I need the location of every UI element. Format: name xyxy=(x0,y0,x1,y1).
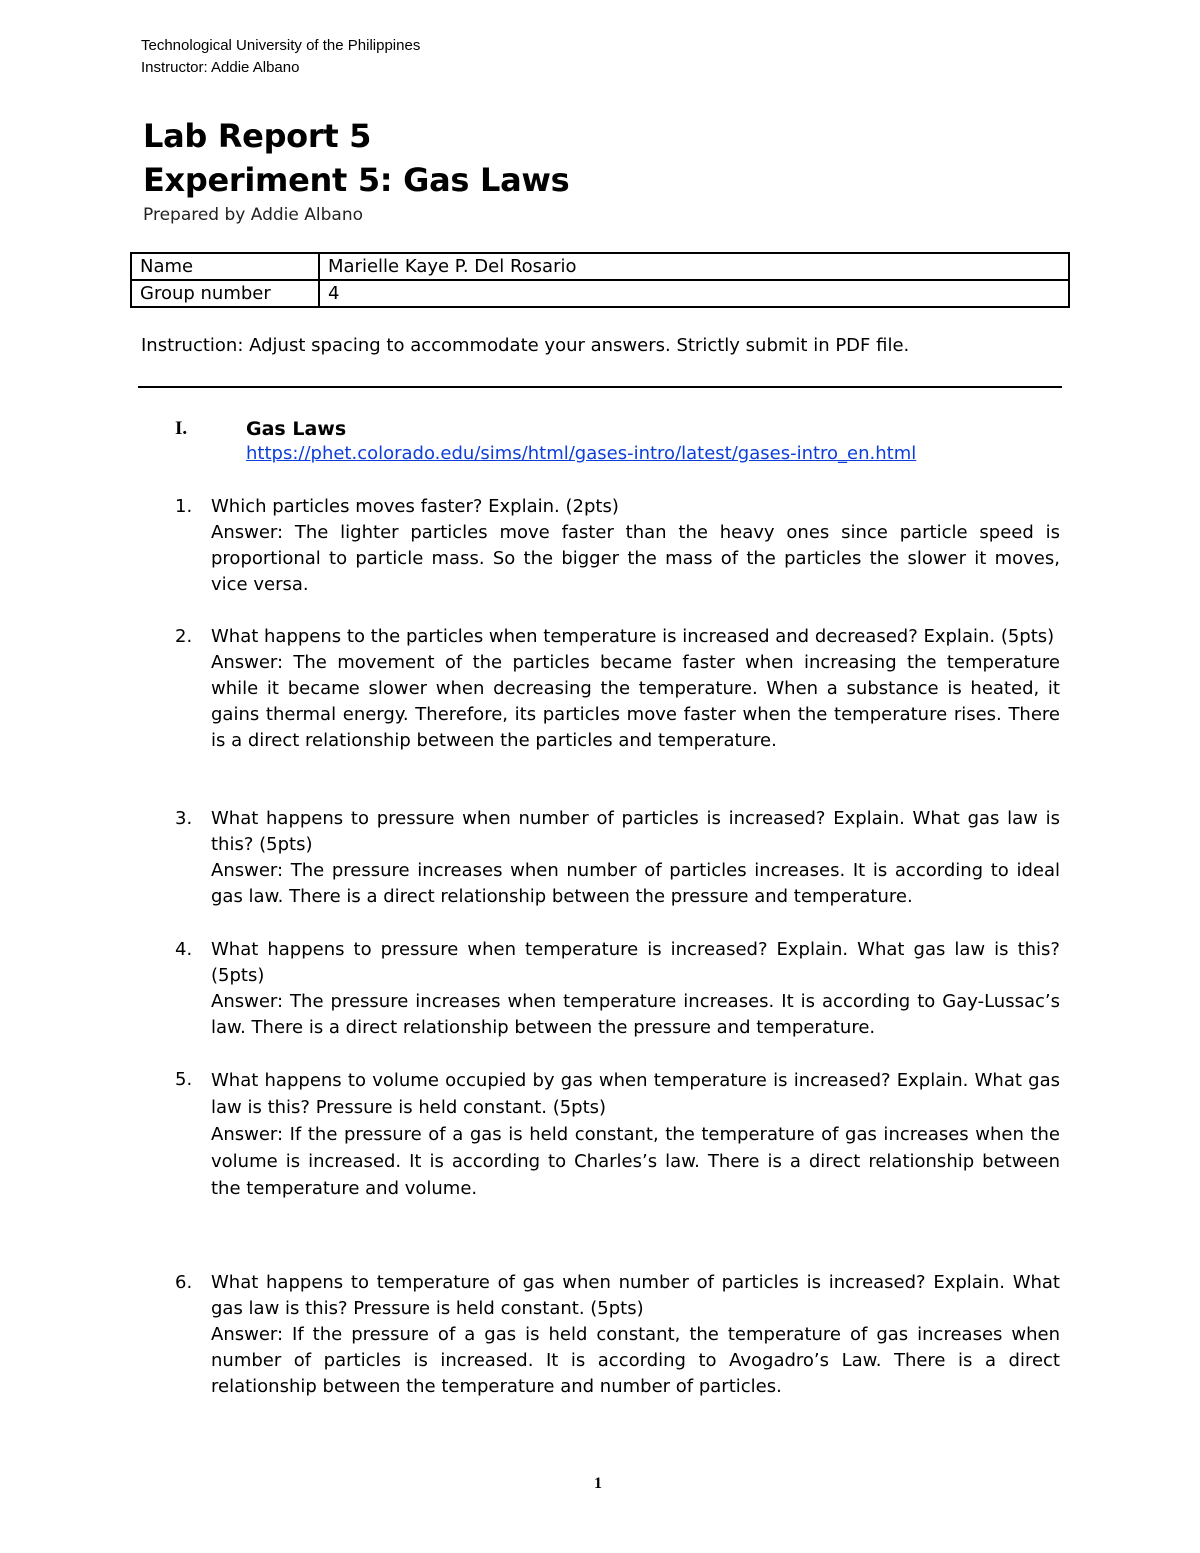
instruction-text: Instruction: Adjust spacing to accommodate your answers. Strictly submit in PDF file. xyxy=(141,335,910,356)
group-label: Group number xyxy=(131,280,319,307)
question-item xyxy=(175,937,1060,1041)
question-item xyxy=(175,624,1060,754)
experiment-title: Experiment 5: Gas Laws xyxy=(143,161,570,199)
question-number: 2. xyxy=(175,626,193,647)
section-title: Gas Laws xyxy=(246,418,347,440)
question-number: 5. xyxy=(175,1069,193,1090)
divider xyxy=(138,386,1062,388)
question-number: 4. xyxy=(175,939,193,960)
question-text: What happens to temperature of gas when number of particles is increased? Explain. What gas law is this? Pressure is held constant. (5pts) xyxy=(211,1272,1060,1319)
section-number: I. xyxy=(175,418,188,439)
question-text: What happens to volume occupied by gas when temperature is increased? Explain. What gas law is this? Pressure is held constant. (5pts) xyxy=(211,1070,1060,1118)
name-label: Name xyxy=(131,253,319,280)
answer-text: Answer: If the pressure of a gas is held constant, the temperature of gas increases when number of particles is increased. It is according to Avogadro’s Law. There is a direct relationship between the temperature and number of particles. xyxy=(211,1324,1060,1397)
question-item xyxy=(175,494,1060,598)
info-table xyxy=(130,252,1070,308)
report-title: Lab Report 5 xyxy=(143,117,372,155)
question-item xyxy=(175,1067,1060,1202)
name-value: Marielle Kaye P. Del Rosario xyxy=(319,253,1069,280)
table-row-name xyxy=(131,253,1069,280)
header-instructor: Instructor: Addie Albano xyxy=(141,59,300,76)
prepared-by: Prepared by Addie Albano xyxy=(143,205,363,225)
question-text: What happens to pressure when number of particles is increased? Explain. What gas law is this? (5pts) xyxy=(211,808,1060,855)
page-number: 1 xyxy=(594,1475,602,1492)
phet-link[interactable]: https://phet.colorado.edu/sims/html/gases-intro/latest/gases-intro_en.html xyxy=(246,443,917,464)
question-text: Which particles moves faster? Explain. (2pts) xyxy=(211,496,619,517)
answer-text: Answer: The movement of the particles became faster when increasing the temperature while it became slower when decreasing the temperature. When a substance is heated, it gains thermal energy. Therefore, its particles move faster when the temperature rises. There is a direct relationship between the particles and temperature. xyxy=(211,652,1060,751)
group-value: 4 xyxy=(319,280,1069,307)
answer-text: Answer: The pressure increases when temperature increases. It is according to Gay-Lussac’s law. There is a direct relationship between the pressure and temperature. xyxy=(211,991,1060,1038)
answer-text: Answer: The pressure increases when number of particles increases. It is according to ideal gas law. There is a direct relationship between the pressure and temperature. xyxy=(211,860,1060,907)
table-row-group xyxy=(131,280,1069,307)
question-number: 6. xyxy=(175,1272,193,1293)
question-text: What happens to the particles when temperature is increased and decreased? Explain. (5pts) xyxy=(211,626,1055,647)
question-text: What happens to pressure when temperature is increased? Explain. What gas law is this? (5pts) xyxy=(211,939,1060,986)
question-number: 1. xyxy=(175,496,193,517)
question-item xyxy=(175,806,1060,910)
answer-text: Answer: The lighter particles move faster than the heavy ones since particle speed is proportional to particle mass. So the bigger the mass of the particles the slower it moves, vice versa. xyxy=(211,522,1060,595)
question-number: 3. xyxy=(175,808,193,829)
answer-text: Answer: If the pressure of a gas is held constant, the temperature of gas increases when the volume is increased. It is according to Charles’s law. There is a direct relationship between the temperature and volume. xyxy=(211,1124,1060,1199)
header-university: Technological University of the Philippines xyxy=(141,37,421,54)
question-item xyxy=(175,1270,1060,1400)
